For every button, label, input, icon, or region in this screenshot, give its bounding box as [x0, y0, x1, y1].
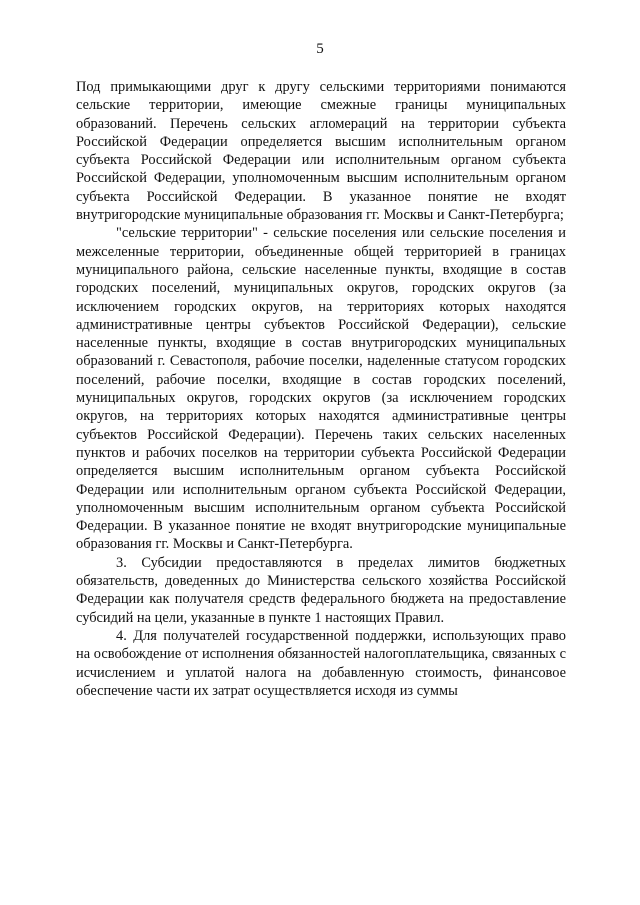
paragraph-agglomeration-definition: Под примыкающими друг к другу сельскими территориями понимаются сельские территории, имеющие смежные границы муниципальных образований. Перечень сельских агломераций на территории субъекта Российской Федерации определяется высшим исполнительным органом субъекта Российской Федерации или исполнительным органом субъекта Российской Федерации, уполномоченным высшим исполнительным органом субъекта Российской Федерации. В указанное понятие не входят внутригородские муниципальные образования гг. Москвы и Санкт-Петербурга;: [76, 79, 566, 224]
page-number: 5: [316, 41, 324, 57]
paragraph-item-3-subsidies: 3. Субсидии предоставляются в пределах лимитов бюджетных обязательств, доведенных до Министерства сельского хозяйства Российской Федерации как получателя средств федерального бюджета на предоставление субсидий на цели, указанные в пункте 1 настоящих Правил.: [76, 554, 566, 626]
paragraph-rural-territories-definition: "сельские территории" - сельские поселения или сельские поселения и межселенные территории, объединенные общей территорией в границах муниципального района, сельские населенные пункты, входящие в состав городских поселений, муниципальных округов, городских округов (за исключением городских округов, на территориях которых находятся административные центры субъектов Российской Федерации), сельские населенные пункты, входящие в состав внутригородских муниципальных образований г. Севастополя, рабочие поселки, наделенные статусом городских поселений, рабочие поселки, входящие в состав городских поселений, муниципальных округов, городских округов (за исключением городских округов, на территориях которых находятся административные центры субъектов Российской Федерации). Перечень таких сельских населенных пунктов и рабочих поселков на территории субъекта Российской Федерации определяется высшим исполнительным органом субъекта Российской Федерации или исполнительным органом субъекта Российской Федерации, уполномоченным высшим исполнительным органом субъекта Российской Федерации. В указанное понятие не входят внутригородские муниципальные образования гг. Москвы и Санкт-Петербурга.: [76, 225, 566, 553]
paragraph-item-4-vat-exemption: 4. Для получателей государственной поддержки, использующих право на освобождение от исполнения обязанностей налогоплательщика, связанных с исчислением и уплатой налога на добавленную стоимость, финансовое обеспечение части их затрат осуществляется исходя из суммы: [76, 627, 566, 699]
document-body: [76, 78, 566, 700]
